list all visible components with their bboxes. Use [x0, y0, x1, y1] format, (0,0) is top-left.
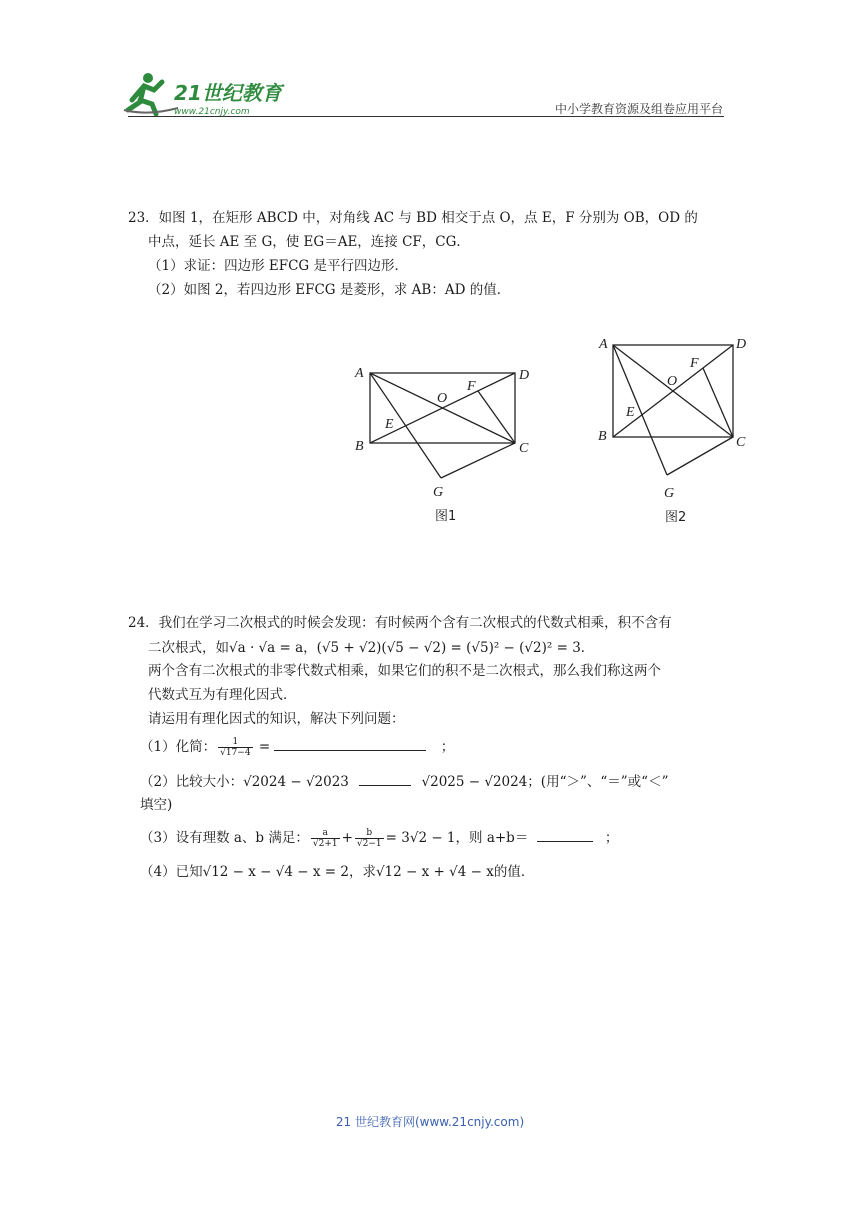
q24-line2 — [148, 636, 594, 660]
q24-line5: 请运用有理化因式的知识，解决下列问题： — [148, 711, 405, 727]
q24-part1-equals: = — [258, 739, 271, 755]
q24-line3: 两个含有二次根式的非零代数式相乘，如果它们的积不是二次根式，那么我们称这两个 — [148, 663, 661, 679]
fig2-label-c: C — [736, 435, 746, 450]
fig1-label-a: A — [355, 366, 364, 381]
figure-1 — [345, 355, 545, 535]
fig1-segment-ag — [370, 373, 441, 478]
fig1-segment-gc — [441, 443, 515, 478]
fig1-segment-fc — [478, 391, 515, 443]
logo-runner-icon — [118, 70, 298, 120]
q24-part2-answer-blank[interactable] — [359, 771, 411, 786]
q24-part3-answer-blank[interactable] — [537, 827, 593, 842]
fig1-label-c: C — [519, 441, 529, 456]
fig2-segment-gc — [667, 437, 733, 475]
q24-part1-label: （1）化简： — [140, 739, 217, 755]
q24-line2-text: 二次根式，如 — [148, 640, 229, 656]
fig1-label-f: F — [467, 379, 476, 394]
q24-part3-fraction-a: $\frac{a}{√2+1}$ — [312, 828, 338, 849]
fig2-caption: 图2 — [665, 510, 687, 525]
fig2-label-f: F — [690, 356, 699, 371]
fig2-segment-fc — [703, 368, 733, 437]
fig1-caption: 图1 — [435, 509, 457, 524]
fig2-label-d: D — [736, 337, 747, 352]
header-divider — [128, 116, 724, 117]
q23-part1: （1）求证：四边形 EFCG 是平行四边形． — [148, 258, 409, 274]
q24-part4: （4）已知√12 − x − √4 − x = 2，求√12 − x + √4 − x的值． — [140, 864, 535, 880]
fig2-segment-ag — [613, 345, 667, 475]
fig2-label-g: G — [664, 486, 675, 501]
fig2-label-o: O — [667, 374, 678, 389]
q24-part3-fraction-b: $\frac{b}{√2-1}$ — [356, 828, 382, 849]
q24-part2 — [140, 770, 669, 794]
fig2-label-a: A — [599, 337, 608, 352]
fig1-label-g: G — [433, 485, 444, 500]
q23-line2: 中点，延长 AE 至 G，使 EG＝AE，连接 CF，CG． — [148, 234, 470, 250]
logo-text: 21世纪教育 — [174, 81, 282, 105]
q23-line1: 23．如图 1，在矩形 ABCD 中，对角线 AC 与 BD 相交于点 O，点 E，F 分别为 OB，OD 的 — [128, 210, 698, 226]
logo — [118, 70, 298, 120]
footer-site-link[interactable]: 21 世纪教育网(www.21cnjy.com) — [335, 1115, 525, 1129]
logo-url: www.21cnjy.com — [174, 107, 250, 117]
header-platform-text: 中小学教育资源及组卷应用平台 — [554, 102, 723, 116]
q24-part1-end: ； — [440, 739, 455, 755]
figure-2 — [590, 330, 760, 530]
fig1-label-e: E — [385, 417, 394, 432]
fig1-label-d: D — [519, 368, 530, 383]
q24-part2-fill: 填空) — [140, 797, 173, 813]
q23-part2: （2）如图 2，若四边形 EFCG 是菱形，求 AB：AD 的值． — [148, 282, 511, 298]
q24-line1: 24．我们在学习二次根式的时候会发现：有时候两个含有二次根式的代数式相乘，积不含有 — [128, 615, 672, 631]
q24-part3-rhs: = 3√2 − 1，则 a+b＝ — [385, 830, 529, 846]
q24-part3-label: （3）设有理数 a、b 满足： — [140, 830, 309, 846]
fig2-label-b: B — [598, 429, 607, 444]
fig2-label-e: E — [626, 405, 635, 420]
fig1-label-o: O — [437, 391, 448, 406]
q24-part1-fraction: $\frac{1}{√17-4}$ — [220, 737, 251, 758]
q24-line4: 代数式互为有理化因式． — [148, 687, 297, 703]
q24-line2-math: √a · √a = a，(√5 + √2)(√5 − √2) = (√5)² − (√2)² = 3． — [229, 640, 595, 656]
q24-part1-answer-blank[interactable] — [274, 736, 426, 751]
q24-part3 — [140, 826, 618, 850]
q24-part3-plus: + — [341, 830, 353, 846]
q24-part2-left: （2）比较大小：√2024 − √2023 — [140, 774, 349, 790]
q24-part2-right: √2025 − √2024；(用“＞”、“＝”或“＜” — [421, 774, 669, 790]
q24-part1 — [140, 735, 454, 759]
q24-part3-end: ； — [604, 830, 619, 846]
fig1-label-b: B — [355, 439, 364, 454]
